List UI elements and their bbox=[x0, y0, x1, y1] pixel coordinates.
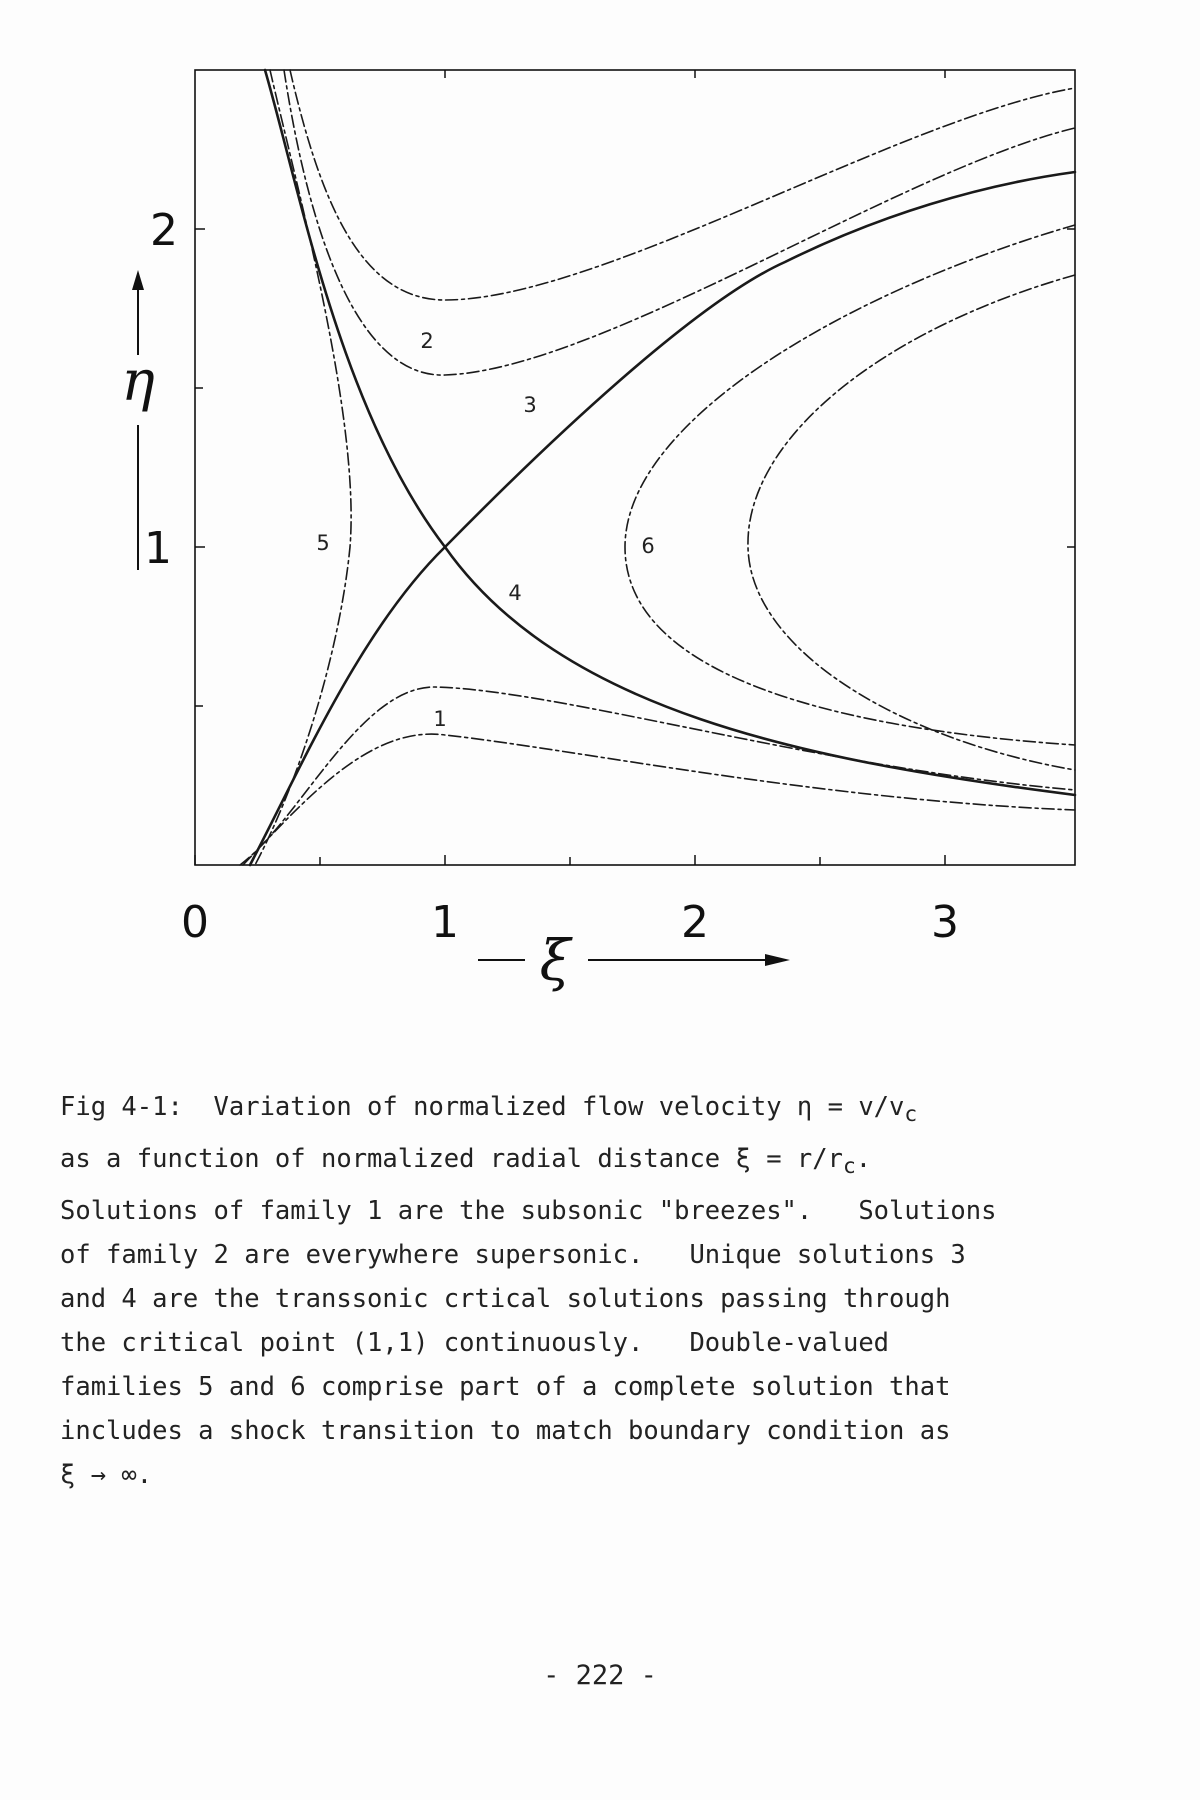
xi-arrowhead-icon bbox=[765, 954, 790, 966]
y-tick-label-1: 1 bbox=[144, 523, 172, 574]
caption-line-8: includes a shock transition to match boundary condition as bbox=[60, 1416, 951, 1447]
family-5-curve bbox=[255, 70, 351, 865]
x-tick-label-1: 1 bbox=[431, 897, 459, 948]
y-tick-label-2: 2 bbox=[150, 205, 178, 256]
caption-subscript-c-2: c bbox=[842, 1154, 856, 1180]
curve-label-3: 3 bbox=[523, 393, 537, 417]
solution-curves bbox=[240, 70, 1075, 865]
solution-3-curve[interactable] bbox=[250, 172, 1075, 865]
xi-symbol: ξ bbox=[539, 929, 571, 994]
curve-label-4: 4 bbox=[508, 581, 522, 605]
caption-line-6: the critical point (1,1) continuously. Double-valued bbox=[60, 1328, 890, 1359]
caption-line-3: Solutions of family 1 are the subsonic "breezes". Solutions bbox=[60, 1196, 997, 1227]
caption-period: . bbox=[855, 1144, 872, 1175]
family-6-outer bbox=[625, 225, 1075, 745]
plot-frame bbox=[195, 70, 1075, 865]
caption-line-7: families 5 and 6 comprise part of a complete solution that bbox=[60, 1372, 951, 1403]
caption-line-5: and 4 are the transsonic crtical solutions passing through bbox=[60, 1284, 951, 1315]
caption-line-9: ξ → ∞. bbox=[60, 1460, 153, 1491]
curve-label-1: 1 bbox=[433, 707, 447, 731]
curve-label-5: 5 bbox=[316, 531, 330, 555]
x-tick-label-2: 2 bbox=[681, 897, 709, 948]
family-1-inner bbox=[243, 734, 1075, 865]
x-tick-label-0: 0 bbox=[181, 897, 209, 948]
x-tick-label-3: 3 bbox=[931, 897, 959, 948]
caption-line-4: of family 2 are everywhere supersonic. Unique solutions 3 bbox=[60, 1240, 966, 1271]
eta-arrowhead-icon bbox=[132, 270, 144, 290]
eta-symbol: η bbox=[121, 349, 155, 414]
solution-4-curve[interactable] bbox=[265, 70, 1075, 795]
page-number: - 222 - bbox=[543, 1660, 657, 1691]
curve-label-2: 2 bbox=[420, 329, 434, 353]
caption-line-2: as a function of normalized radial distance ξ = r/r bbox=[60, 1144, 843, 1175]
family-6-inner bbox=[748, 275, 1075, 770]
figure-caption bbox=[60, 1085, 1170, 1497]
caption-line-1: Fig 4-1: Variation of normalized flow velocity η = v/v bbox=[60, 1092, 905, 1122]
curve-label-6: 6 bbox=[641, 534, 655, 558]
caption-subscript-c: c bbox=[904, 1102, 918, 1128]
